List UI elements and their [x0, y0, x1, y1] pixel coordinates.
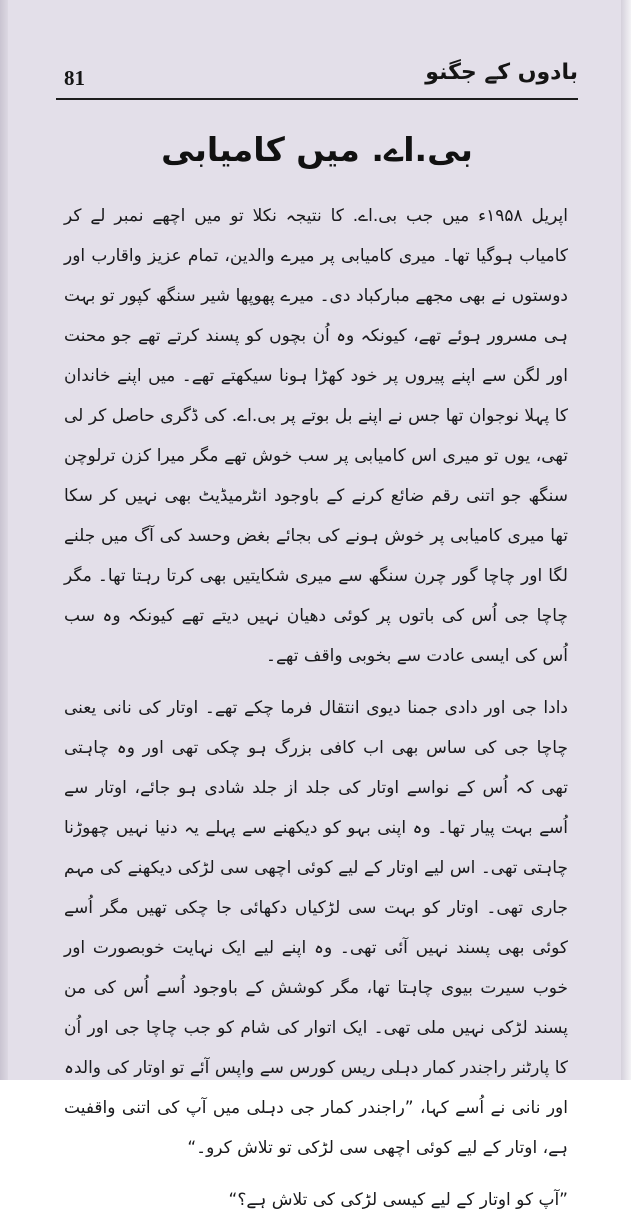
chapter-title: بی.اے. میں کامیابی [161, 130, 473, 169]
page-number: 81 [64, 66, 85, 90]
paragraph-2: دادا جی اور دادی جمنا دیوی انتقال فرما چکے تھے۔ اوتار کی نانی یعنی چاچا جی کی ساس بھی اب کافی بزرگ ہو چکی تھی اور وہ چاہتی تھی کہ اُس کے نواسے اوتار کی جلد از جلد شادی ہو جائے، اوتار سے اُسے بہت پیار تھا۔ وہ اپنی بہو کو دیکھنے سے پہلے یہ دنیا نہیں چھوڑنا چاہتی تھی۔ اس لیے اوتار کے لیے کوئی اچھی سی لڑکی دیکھنے کی مہم جاری تھی۔ اوتار کو بہت سی لڑکیاں دکھائی جا چکی تھیں مگر اُسے کوئی بھی پسند نہیں آئی تھی۔ وہ اپنے لیے ایک نہایت خوبصورت اور خوب سیرت بیوی چاہتا تھا، مگر کوشش کے باوجود اُسے اُس کی من پسند لڑکی نہیں ملی تھی۔ ایک اتوار کی شام کو جب چاچا جی اور اُن کا پارٹنر راجندر کمار دہلی ریس کورس سے واپس آئے تو اوتار کی والدہ اور نانی نے اُسے کہا، ”راجندر کمار جی دہلی میں آپ کی اتنی واقفیت ہے، اوتار کے لیے کوئی اچھی سی لڑکی تو تلاش کرو۔“ [64, 698, 568, 1158]
header-rule [56, 98, 578, 100]
paragraph-1: اپریل ۱۹۵۸ء میں جب بی.اے. کا نتیجہ نکلا تو میں اچھے نمبر لے کر کامیاب ہوگیا تھا۔ میری کامیابی پر میرے والدین، تمام عزیز واقارب اور دوستوں نے بھی مجھے مبارکباد دی۔ میرے پھوپھا شیر سنگھ کپور تو بہت ہی مسرور ہوئے تھے، کیونکہ وہ اُن بچوں کو پسند کرتے تھے جو محنت اور لگن سے اپنے پیروں پر خود کھڑا ہونا سیکھتے تھے۔ میں اپنے خاندان کا پہلا نوجوان تھا جس نے اپنے بل بوتے پر بی.اے. کی ڈگری حاصل کر لی تھی، یوں تو میری اس کامیابی پر سب خوش تھے مگر میرا کزن ترلوچن سنگھ جو اتنی رقم ضائع کرنے کے باوجود انٹرمیڈیٹ بھی نہیں کر سکا تھا میری کامیابی پر خوش ہونے کی بجائے بغض وحسد کی آگ میں جلنے لگا اور چاچا گور چرن سنگھ سے میری شکایتیں بھی کرتا رہتا تھا۔ مگر چاچا جی اُس کی باتوں پر کوئی دھیان نہیں دیتے تھے کیونکہ وہ سب اُس کی ایسی عادت سے بخوبی واقف تھے۔ [64, 206, 569, 666]
page-edge-right [621, 0, 631, 1080]
page-header [56, 58, 578, 98]
dialogue-line: ”آپ کو اوتار کے لیے کیسی لڑکی کی تلاش ہے؟“ [228, 1190, 568, 1210]
page-edge-left [0, 0, 8, 1080]
running-title: بادوں کے جگنو [425, 60, 578, 85]
body-text [64, 196, 568, 1220]
